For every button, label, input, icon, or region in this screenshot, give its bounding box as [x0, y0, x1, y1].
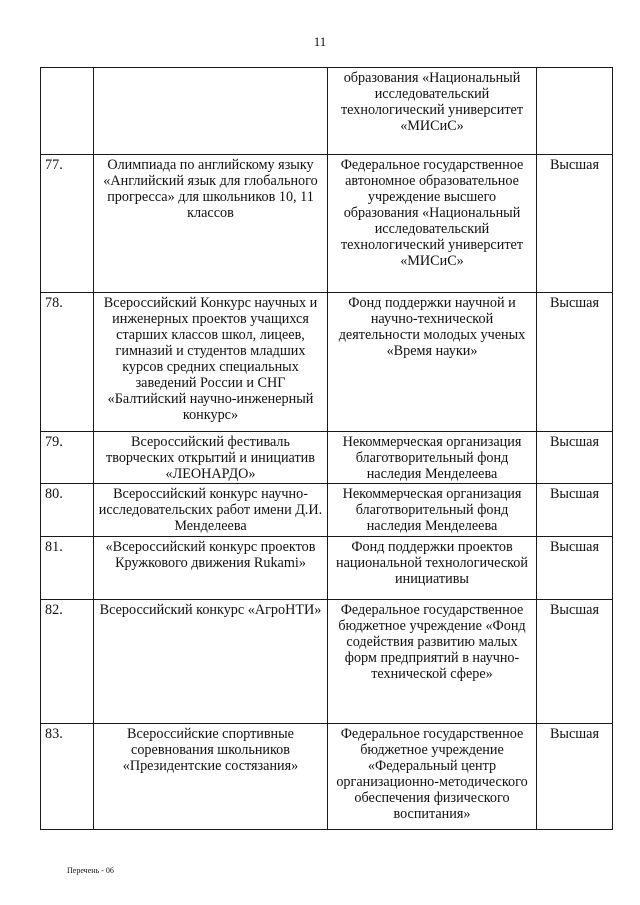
level: Высшая — [537, 155, 613, 293]
organizer: Федеральное государственное бюджетное учреждение «Фонд содействия развитию малых форм предприятий в научно-технической сфере» — [328, 600, 537, 724]
row-number — [41, 68, 94, 155]
table-row — [41, 600, 613, 724]
table-row — [41, 724, 613, 830]
organizer: Федеральное государственное автономное образовательное учреждение высшего образования «Национальный исследовательский технологический университет «МИСиС» — [328, 155, 537, 293]
event-name: Всероссийский фестиваль творческих открытий и инициатив «ЛЕОНАРДО» — [94, 432, 328, 484]
row-number: 80. — [41, 484, 94, 537]
event-name: «Всероссийский конкурс проектов Кружкового движения Rukami» — [94, 537, 328, 600]
row-number: 81. — [41, 537, 94, 600]
row-number: 78. — [41, 293, 94, 432]
organizer: Некоммерческая организация благотворительный фонд наследия Менделеева — [328, 432, 537, 484]
organizer: образования «Национальный исследовательский технологический университет «МИСиС» — [328, 68, 537, 155]
organizer: Федеральное государственное бюджетное учреждение «Федеральный центр организационно-методического обеспечения физического воспитания» — [328, 724, 537, 830]
table-row — [41, 537, 613, 600]
level: Высшая — [537, 600, 613, 724]
level — [537, 68, 613, 155]
level: Высшая — [537, 432, 613, 484]
row-number: 77. — [41, 155, 94, 293]
level: Высшая — [537, 484, 613, 537]
organizer: Фонд поддержки проектов национальной технологической инициативы — [328, 537, 537, 600]
organizer: Фонд поддержки научной и научно-технической деятельности молодых ученых «Время науки» — [328, 293, 537, 432]
olympiad-list-table — [40, 67, 613, 830]
row-number: 83. — [41, 724, 94, 830]
row-number: 79. — [41, 432, 94, 484]
table-row — [41, 68, 613, 155]
page-number: 11 — [313, 34, 327, 49]
table-row — [41, 432, 613, 484]
table-row — [41, 484, 613, 537]
event-name: Всероссийский конкурс «АгроНТИ» — [94, 600, 328, 724]
level: Высшая — [537, 537, 613, 600]
table-row — [41, 293, 613, 432]
level: Высшая — [537, 724, 613, 830]
organizer: Некоммерческая организация благотворительный фонд наследия Менделеева — [328, 484, 537, 537]
event-name: Олимпиада по английскому языку «Английский язык для глобального прогресса» для школьников 10, 11 классов — [94, 155, 328, 293]
row-number: 82. — [41, 600, 94, 724]
event-name: Всероссийский конкурс научно-исследовательских работ имени Д.И. Менделеева — [94, 484, 328, 537]
event-name: Всероссийские спортивные соревнования школьников «Президентские состязания» — [94, 724, 328, 830]
level: Высшая — [537, 293, 613, 432]
page-footer: Перечень - 06 — [67, 866, 114, 875]
table-row — [41, 155, 613, 293]
event-name: Всероссийский Конкурс научных и инженерных проектов учащихся старших классов школ, лицеев, гимназий и студентов младших курсов средних специальных заведений России и СНГ «Балтийский научно-инженерный конкурс» — [94, 293, 328, 432]
event-name — [94, 68, 328, 155]
